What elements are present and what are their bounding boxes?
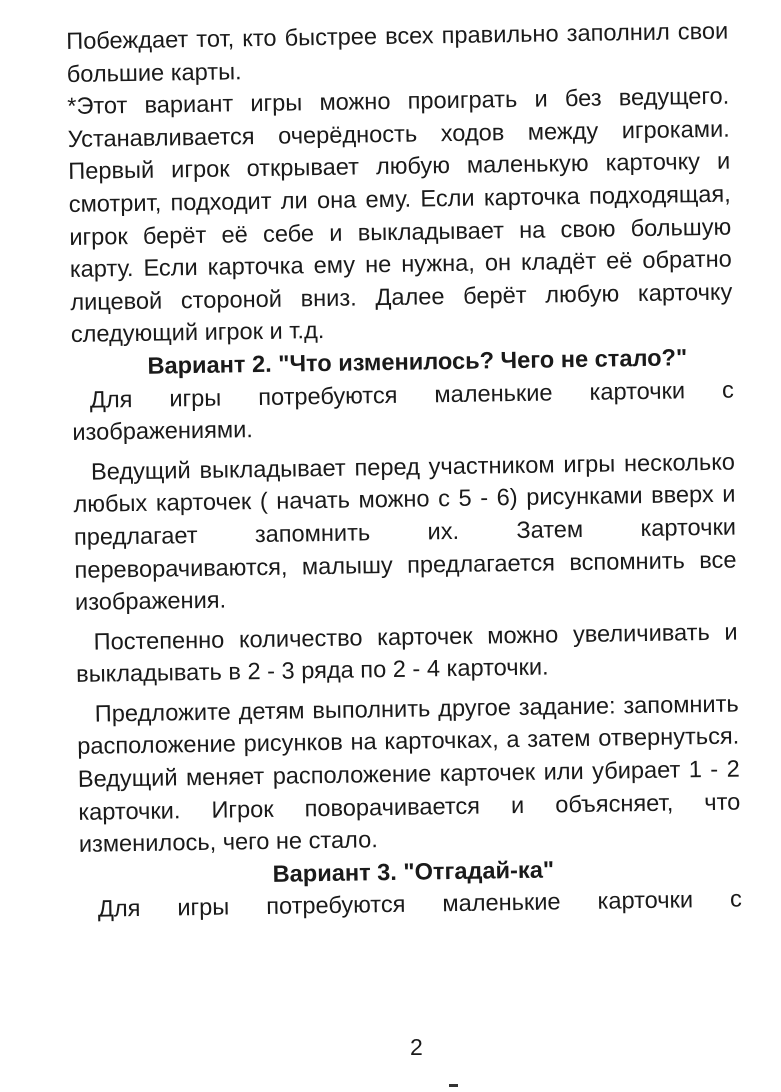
heading-variant-3: Вариант 3. "Отгадай-ка" [272,857,555,888]
paragraph-winner: Побеждает тот, кто быстрее всех правильно заполнил свои большие карты. [66,18,729,88]
paragraph-v2-materials: Для игры потребуются маленькие карточки с изображениями. [72,377,735,447]
paragraph-no-host-variant: *Этот вариант игры можно проиграть и без ведущего. Устанавливается очерёдность ходов между игроками. Первый игрок открывает любую маленькую карточку и смотрит, подходит ли она ему. Если карточка подходящая, игрок берёт её себе и выкладывает на свою большую карту. Если карточка ему не нужна, он кладёт её обратно лицевой стороной вниз. Далее берёт любую карточку следующий игрок и т.д. [67,83,733,349]
paragraph-v2-host-lays: Ведущий выкладывает перед участником игры несколько любых карточек ( начать можно с 5 - 6) рисунками вверх и предлагает запомнить их. Затем карточки переворачиваются, малышу предлагается вспомнить все изображения. [73,449,737,617]
paragraph-v3-materials: Для игры потребуются маленькие карточки с [97,886,743,924]
heading-variant-2: Вариант 2. "Что изменилось? Чего не стало?" [147,345,688,380]
page-number: 2 [410,1034,423,1060]
paragraph-v2-other-task: Предложите детям выполнить другое задание: запомнить расположение рисунков на карточках, а затем отвернуться. Ведущий меняет расположение карточек или убирает 1 - 2 карточки. Игрок поворачивается и объясняет, что изменилось, чего не стало. [77,691,741,859]
paragraph-v2-increase: Постепенно количество карточек можно увеличивать и выкладывать в 2 - 3 ряда по 2 - 4 карточки. [75,619,738,689]
scan-mark [449,1084,458,1087]
document-page [66,16,742,927]
